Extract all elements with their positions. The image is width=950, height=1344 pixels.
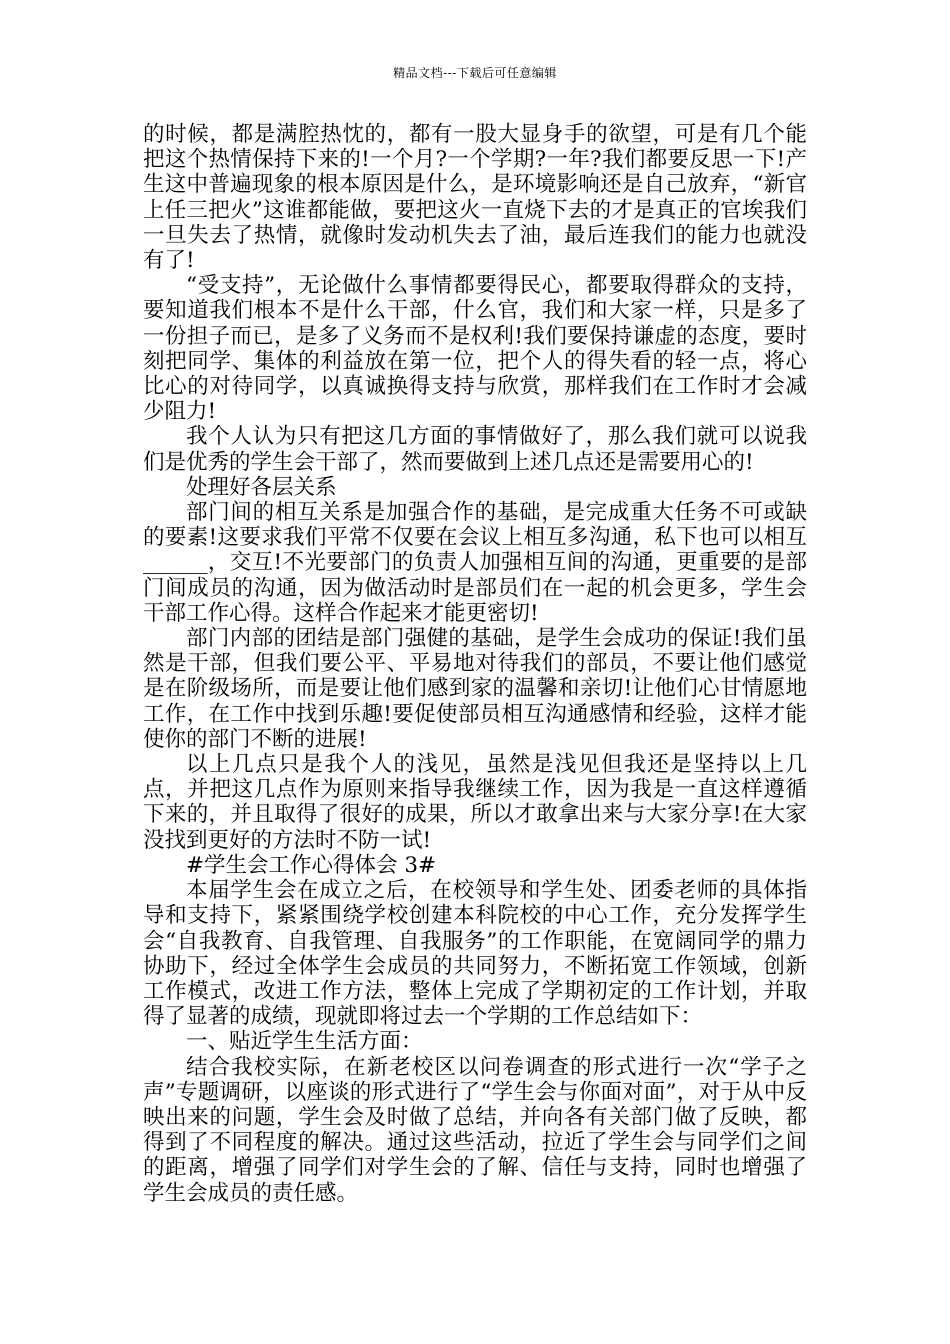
section-heading: 一、贴近学生生活方面： xyxy=(186,1029,423,1055)
section-heading: 处理好各层关系 xyxy=(186,474,337,500)
document-body xyxy=(143,122,807,1206)
paragraph: 结合我校实际，在新老校区以问卷调查的形式进行一次“学子之声”专题调研，以座谈的形式进行了“学生会与你面对面”，对于从中反映出来的问题，学生会及时做了总结，并向各有关部门做了反映，都得到了不同程度的解决。通过这些活动，拉近了学生会与同学们之间的距离，增强了同学们对学生会的了解、信任与支持，同时也增强了学生会成员的责任感。 xyxy=(143,1054,807,1206)
paragraph: 部门间的相互关系是加强合作的基础，是完成重大任务不可或缺的要素!这要求我们平常不仅要在会议上相互多沟通，私下也可以相互______，交互!不光要部门的负责人加强相互间的沟通，更重要的是部门间成员的沟通，因为做活动时是部员们在一起的机会更多，学生会干部工作心得。这样合作起来才能更密切! xyxy=(143,500,807,626)
paragraph: 本届学生会在成立之后，在校领导和学生处、团委老师的具体指导和支持下，紧紧围绕学校创建本科院校的中心工作，充分发挥学生会“自我教育、自我管理、自我服务”的工作职能，在宽阔同学的鼎力协助下，经过全体学生会成员的共同努力，不断拓宽工作领域，创新工作模式，改进工作方法，整体上完成了学期初定的工作计划，并取得了显著的成绩，现就即将过去一个学期的工作总结如下： xyxy=(143,878,807,1030)
section-heading: #学生会工作心得体会 3# xyxy=(186,852,437,878)
page-header: 精品文档---下载后可任意编辑 xyxy=(393,66,557,80)
paragraph: 部门内部的团结是部门强健的基础，是学生会成功的保证!我们虽然是干部，但我们要公平、平易地对待我们的部员，不要让他们感觉是在阶级场所，而是要让他们感到家的温馨和亲切!让他们心甘情愿地工作，在工作中找到乐趣!要促使部员相互沟通感情和经验，这样才能使你的部门不断的进展! xyxy=(143,626,807,752)
paragraph: 以上几点只是我个人的浅见，虽然是浅见但我还是坚持以上几点，并把这几点作为原则来指导我继续工作，因为我是一直这样遵循下来的，并且取得了很好的成果，所以才敢拿出来与大家分享!在大家没找到更好的方法时不防一试! xyxy=(143,752,807,853)
paragraph: 的时候，都是满腔热忱的，都有一股大显身手的欲望，可是有几个能把这个热情保持下来的!一个月?一个学期?一年?我们都要反思一下!产生这中普遍现象的根本原因是什么，是环境影响还是自己放弃，“新官上任三把火”这谁都能做，要把这火一直烧下去的才是真正的官埃我们一旦失去了热情，就像时发动机失去了油，最后连我们的能力也就没有了! xyxy=(143,122,807,274)
paragraph: 我个人认为只有把这几方面的事情做好了，那么我们就可以说我们是优秀的学生会干部了，然而要做到上述几点还是需要用心的! xyxy=(143,424,807,475)
paragraph: “受支持”，无论做什么事情都要得民心，都要取得群众的支持，要知道我们根本不是什么干部，什么官，我们和大家一样，只是多了一份担子而已，是多了义务而不是权利!我们要保持谦虚的态度，要时刻把同学、集体的利益放在第一位，把个人的得失看的轻一点，将心比心的对待同学，以真诚换得支持与欣赏，那样我们在工作时才会减少阻力! xyxy=(143,273,807,425)
